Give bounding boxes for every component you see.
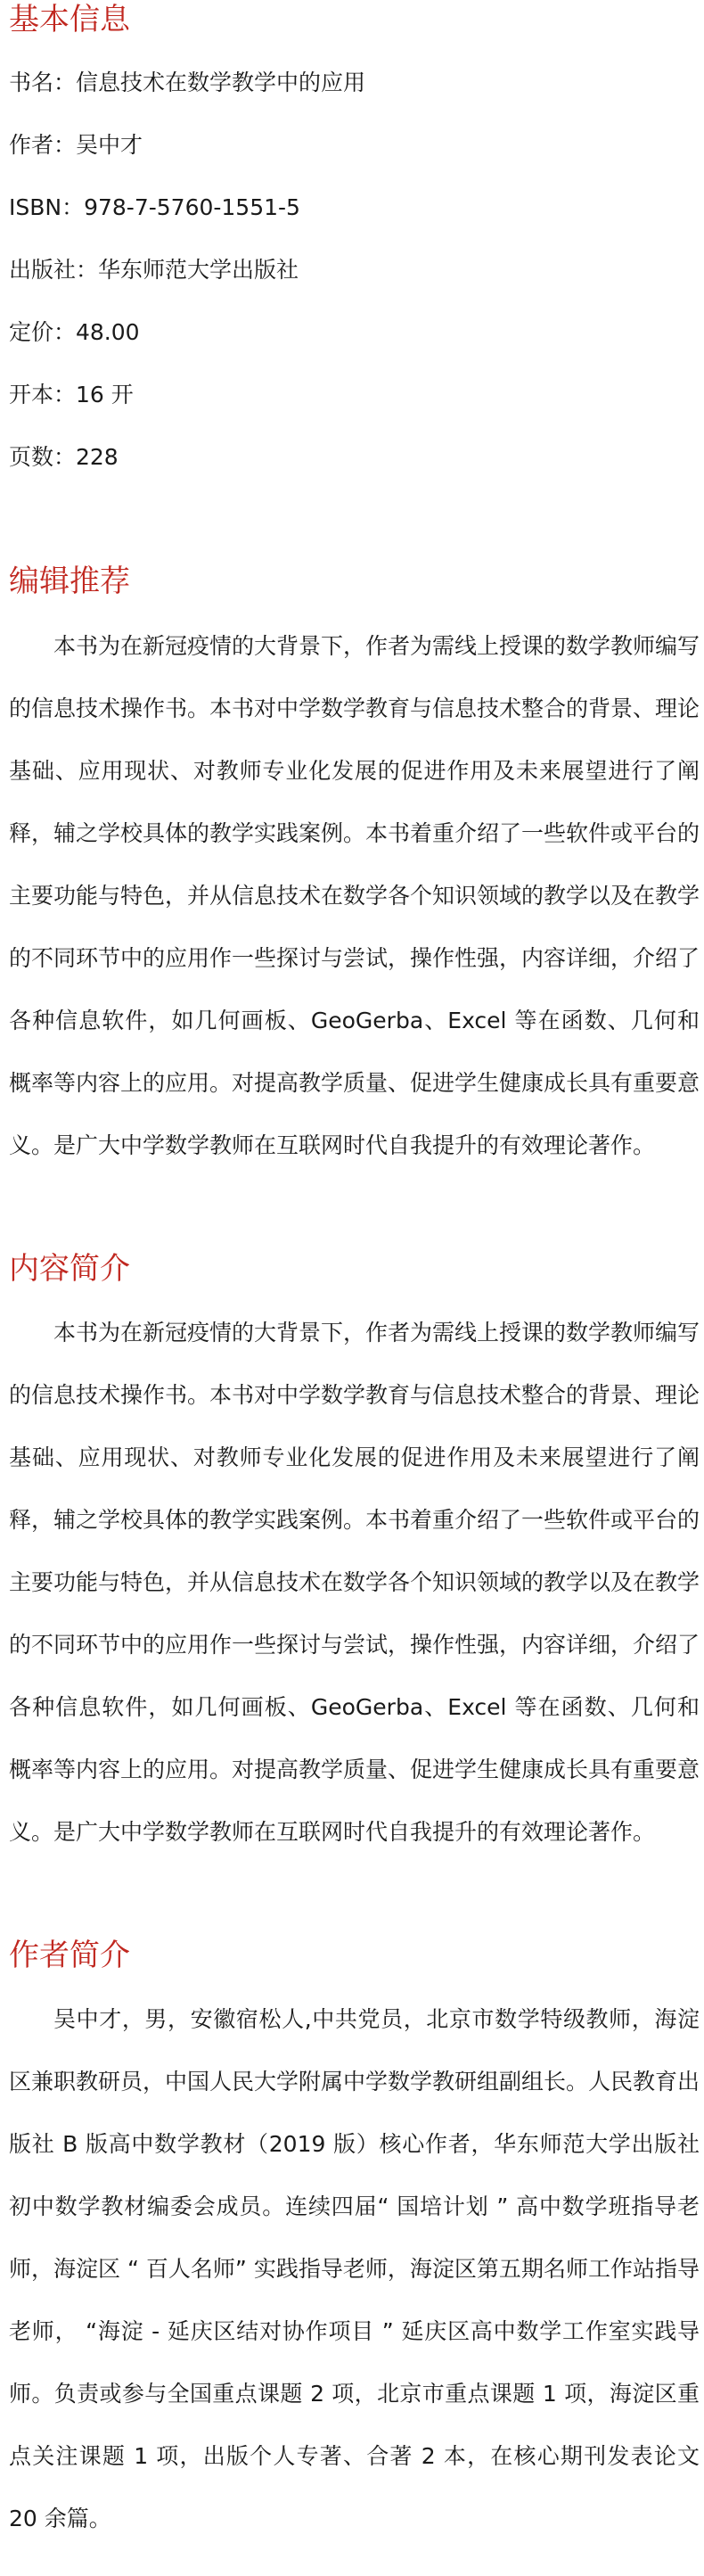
price: 定价：48.00 bbox=[9, 319, 140, 345]
author-name: 作者：吴中才 bbox=[9, 132, 143, 158]
editor-recommendation-heading: 编辑推荐 bbox=[9, 564, 130, 599]
publisher: 出版社：华东师范大学出版社 bbox=[9, 257, 299, 283]
author-intro-heading: 作者简介 bbox=[9, 1938, 130, 1973]
page-count: 页数：228 bbox=[9, 444, 119, 470]
editor-recommendation-text: 本书为在新冠疫情的大背景下，作者为需线上授课的数学教师编写的信息技术操作书。本书对中学数学教育与信息技术整合的背景、理论基础、应用现状、对教师专业化发展的促进作用及未来展望进行了阐释，辅之学校具体的教学实践案例。本书着重介绍了一些软件或平台的主要功能与特色，并从信息技术在数学各个知识领域的教学以及在教学的不同环节中的应用作一些探讨与尝试，操作性强，内容详细，介绍了各种信息软件，如几何画板、GeoGerba、Excel 等在函数、几何和概率等内容上的应用。对提高教学质量、促进学生健康成长具有重要意义。是广大中学数学教师在互联网时代自我提升的有效理论著作。 bbox=[9, 633, 700, 1158]
basic-info-heading: 基本信息 bbox=[9, 2, 130, 37]
book-name: 书名：信息技术在数学教学中的应用 bbox=[9, 70, 366, 95]
content-summary-text: 本书为在新冠疫情的大背景下，作者为需线上授课的数学教师编写的信息技术操作书。本书对中学数学教育与信息技术整合的背景、理论基础、应用现状、对教师专业化发展的促进作用及未来展望进行了阐释，辅之学校具体的教学实践案例。本书着重介绍了一些软件或平台的主要功能与特色，并从信息技术在数学各个知识领域的教学以及在教学的不同环节中的应用作一些探讨与尝试，操作性强，内容详细，介绍了各种信息软件，如几何画板、GeoGerba、Excel 等在函数、几何和概率等内容上的应用。对提高教学质量、促进学生健康成长具有重要意义。是广大中学数学教师在互联网时代自我提升的有效理论著作。 bbox=[9, 1320, 700, 1845]
author-intro-text: 吴中才，男，安徽宿松人,中共党员，北京市数学特级教师，海淀区兼职教研员，中国人民大学附属中学数学教研组副组长。人民教育出版社 B 版高中数学教材（2019 版）核心作者，华东师范大学出版社初中数学教材编委会成员。连续四届“ 国培计划 ” 高中数学班指导老师，海淀区 “ 百人名师” 实践指导老师，海淀区第五期名师工作站指导老师， “海淀 - 延庆区结对协作项目 ” 延庆区高中数学工作室实践导师。负责或参与全国重点课题 2 项，北京市重点课题 1 项，海淀区重点关注课题 1 项，出版个人专著、合著 2 本，在核心期刊发表论文 20 余篇。 bbox=[9, 2006, 700, 2531]
format: 开本：16 开 bbox=[9, 382, 134, 407]
isbn: ISBN：978-7-5760-1551-5 bbox=[9, 194, 300, 220]
content-summary-heading: 内容简介 bbox=[9, 1251, 130, 1287]
